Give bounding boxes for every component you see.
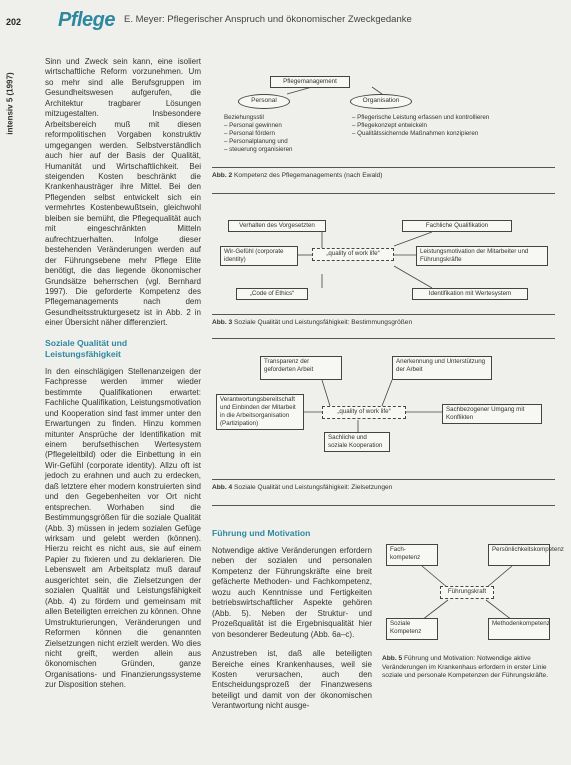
fig2-right-list <box>352 114 552 138</box>
fig2-right-ellipse: Organisation <box>350 94 412 109</box>
fig2-left-ellipse: Personal <box>238 94 290 109</box>
caption-label: Abb. 5 <box>382 655 403 662</box>
page-header <box>0 0 571 36</box>
caption-rule <box>212 505 555 506</box>
figure-2-caption <box>212 172 555 181</box>
fig3-box-top-left: Verhalten des Vorgesetzten <box>228 220 326 232</box>
fig4-box-left: Verantwortungsbereitschaft und Einbinden der Mitarbeit in die Arbeitsorganisation (Partizipation) <box>216 394 304 430</box>
paragraph: Sinn und Zweck sein kann, eine isoliert wirtschaftliche Reform vorzunehmen. Um so mehr sind alle Berufsgruppen im Gesundheitswesen aufgerufen, die Architektur tragbarer Lösungen mitzugestalten. Insbesondere Arbeitsbereich muß mit diesen reformpolitischen Vorgaben konstruktiv umgegangen werden. Selbstverständlich auch hier auf der Basis der Qualität, Humanität und Wirtschaftlichkeit. Bei steigenden Kosten beschränkt die Krankenhausträger ihre Mittel. Bei den Pflegenden selbst entwickelt sich ein vermehrtes Kostenbewußtsein, gleichwohl bleiben sie bemüht, die Pflegequalität auch mit eingeschränkten Mitteln aufrechtzuerhalten. Infolge dieser bestehenden Veränderungen werden auf der Führungsebene mehr Pflege Elite benötigt, die das liegende ökonomischer Grundsätze beherrschen (vgl. Bernhard 1997). Die geforderte Kompetenz des Pflegemanagements nach dem Gesundheitsstrukturgesetz ist in Abb. 2 in einer Übersicht näher differenziert. <box>45 57 201 328</box>
caption-rule <box>212 314 555 315</box>
fig3-box-left: Wir-Gefühl (corporate identity) <box>220 246 298 266</box>
fig2-left-list <box>224 114 332 154</box>
running-title: E. Meyer: Pflegerischer Anspruch und ökonomischer Zweckgedanke <box>124 14 412 25</box>
caption-text: Kompetenz des Pflegemanagements (nach Ewald) <box>234 172 383 179</box>
fig3-box-bottom-left: „Code of Ethics“ <box>236 288 308 300</box>
fig3-box-bottom-right: Identifikation mit Wertesystem <box>412 288 528 300</box>
figure-3 <box>212 210 555 310</box>
fig4-box-top-right: Anerkennung und Unterstützung der Arbeit <box>392 356 492 380</box>
side-label <box>2 55 16 165</box>
fig4-box-top-left: Transparenz der geforderten Arbeit <box>260 356 342 380</box>
fig2-top-box: Pflegemanagement <box>270 76 350 88</box>
caption-rule <box>212 338 555 339</box>
middle-column <box>212 528 372 712</box>
fig4-box-center: „quality of work life“ <box>322 406 406 419</box>
caption-text: Soziale Qualität und Leistungsfähigkeit: Zielsetzungen <box>234 484 393 491</box>
list-item: – Qualitätssichernde Maßnahmen konzipieren <box>352 130 479 137</box>
figure-4-caption <box>212 484 555 493</box>
list-item: – steuerung organisieren <box>224 146 293 153</box>
figure-2 <box>212 58 555 168</box>
caption-label: Abb. 4 <box>212 484 233 491</box>
list-item: – Pflegerische Leistung erfassen und kontrollieren <box>352 114 490 121</box>
caption-rule <box>212 167 555 168</box>
left-column <box>45 57 201 691</box>
fig5-box-bottom-left: Soziale Kompetenz <box>386 618 438 640</box>
fig3-box-center: „quality of work life“ <box>312 248 394 261</box>
fig3-box-top-right: Fachliche Qualifikation <box>402 220 512 232</box>
list-item: Beziehungsstil <box>224 114 264 121</box>
caption-text: Soziale Qualität und Leistungsfähigkeit: Bestimmungsgrößen <box>234 319 413 326</box>
figure-5-caption <box>382 655 554 681</box>
section-heading: Führung und Motivation <box>212 528 311 538</box>
page-number: 202 <box>6 17 22 27</box>
fig3-box-right: Leistungsmotivation der Mitarbeiter und Führungskräfte <box>416 246 548 266</box>
fig4-box-right: Sachbezogener Umgang mit Konflikten <box>442 404 542 424</box>
caption-rule <box>212 193 555 194</box>
section-heading: Soziale Qualität und Leistungsfähigkeit <box>45 337 128 359</box>
paragraph: In den einschlägigen Stellenanzeigen der Fachpresse werden immer wieder bestimmte Qualifikationen erwartet: Fachliche Qualifikation, Leistungsmotivation und Kooperation sind fast immer unter den Erwartungen zu finden. Hinzu kommen mitunter Ansprüche der Identifikation mit einem berufsethischen Wertesystem (Pflegeleitbild) oder die Einbettung in ein Wir-Gefühl (corporate identity). Allzu oft ist jedoch zu erahnen und auch zu erdecken, daß letztere eher modern konstruierten sind und den Gegebenheiten vor Ort nicht entsprechen. Worhaben sind die Bestimmungsgrößen für die soziale Qualität (Abb. 3) müssen in jedem sozialen Gefüge wirksam und gelebt werden (können). Hierzu reicht es nicht aus, sie auf einem Papier zu fixieren und zu deklarieren. Die Lebenswelt am Arbeitsplatz muß darauf ausgerichtet sein, die Zielsetzungen der sozialen Qualität und Leistungsfähigkeit (Abb. 4) zu fördern und gemeinsam mit allen Beteiligten erreichen zu können. Ohne Umstrukturierungen, Veränderungen und Reformen können die genannten Zielsetzungen nicht erzielt werden. Wo dies nicht greift, werden allein aus ökonomischen Gründen, ganze Organisations- und Finanzierungssysteme zur Disposition stehen. <box>45 366 201 690</box>
list-item: – Personal gewinnen <box>224 122 282 129</box>
paragraph: Anzustreben ist, daß alle beteiligten Bereiche eines Krankenhauses, weil sie Kosten verursachen, auch den Entscheidungsprozeß der Finanzwesens beteiligt und damit von der ökonomischen Verantwortung nicht ausge- <box>212 649 372 711</box>
list-item: – Personalplanung und <box>224 138 288 145</box>
list-item: – Pflegekonzept entwickeln <box>352 122 427 129</box>
fig5-box-bottom-right: Methodenkompetenz <box>488 618 550 640</box>
journal-logo: Pflege <box>58 9 116 31</box>
caption-rule <box>212 479 555 480</box>
paragraph: Notwendige aktive Veränderungen erfordern neben der sozialen und personalen Kompetenz der Führungskräfte eine breit gefächerte Methoden- und Fachkompetenz, wozu auch Kenntnisse und Fertigkeiten betriebswirtschaftlicher Aspekte gehören (Abb. 5). Neben der Struktur- und Prozeßqualität ist die Ergebnisqualität hier von besonderer Bedeutung (Abb. 6a–c). <box>212 546 372 639</box>
fig5-box-top-right: Persönlichkeitskompetenz <box>488 544 550 566</box>
figure-4 <box>212 350 555 475</box>
fig4-box-bottom: Sachliche und soziale Kooperation <box>324 432 390 452</box>
fig5-box-top-left: Fach-kompetenz <box>386 544 438 566</box>
fig5-box-center: Führungskraft <box>440 586 494 599</box>
caption-label: Abb. 3 <box>212 319 233 326</box>
caption-label: Abb. 2 <box>212 172 233 179</box>
side-label-text: intensiv 5 (1997) <box>5 72 15 135</box>
list-item: – Personal fördern <box>224 130 275 137</box>
figure-5 <box>382 540 564 650</box>
figure-3-caption <box>212 319 555 328</box>
caption-text: Führung und Motivation: Notwendige aktive Veränderungen im Krankenhaus erfordern in erster Linie soziale und personale Kompetenzen der Führungskräfte. <box>382 655 549 679</box>
